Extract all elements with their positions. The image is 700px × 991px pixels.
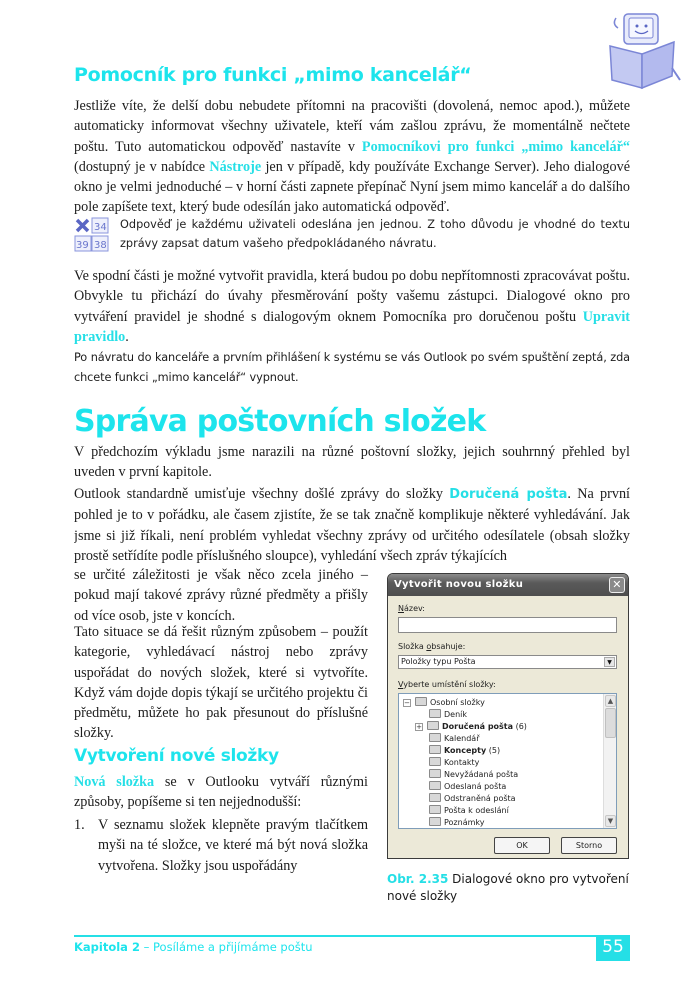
tree-item-label: Koncepty	[444, 746, 487, 755]
highlight-edit-rule: Upravit pravidlo	[74, 308, 630, 345]
tree-item-label: Kontakty	[444, 758, 480, 767]
paragraph-text: Jestliže víte, že delší dobu nebudete přítomni na pracovišti (dovolená, nemoc apod.), můžete automaticky informovat všechny uživatele, kteří vám zašlou zprávu, že momentálně nečtete poštu. Tuto automatickou odpověď nastavíte v	[74, 98, 630, 155]
outbox-icon	[429, 805, 441, 814]
paragraph-solutions: Tato situace se dá řešit různým způsobem – použít kategorie, vyhledávací nástroj nebo zprávy uspořádat do nových složek, které si vytvoříte. Když vám dojde dopis týkají se určitého projektu či předmětu, můžete ho pak přesunout do příslušné složky.	[74, 624, 368, 742]
tree-item-label: Nevyžádaná pošta	[444, 770, 519, 779]
folder-contains-select[interactable]	[398, 655, 617, 669]
tree-item-label: Poznámky	[444, 818, 485, 827]
scroll-up-icon[interactable]: ▲	[605, 695, 616, 707]
dialog-titlebar[interactable]	[388, 574, 628, 596]
dialog-title: Vytvořit novou složku	[394, 579, 524, 590]
name-label-accel: N	[398, 604, 404, 613]
paragraph-text: . Na první pohled je to v pořádku, ale časem zjistíte, že se tak značně komplikuje některé vyhledávání. Jak jsme si již říkali, není problém vyhledat všechny zprávy od určitého odesílatele (obsah složky prostě setřídíte podle příslušného sloupce), vyhledání všech zpráv týkajících	[74, 486, 630, 564]
deleted-items-icon	[429, 793, 441, 802]
tree-item-drafts[interactable]	[429, 745, 500, 757]
paragraph-rules	[74, 266, 630, 347]
location-label-accel: V	[398, 680, 404, 689]
tree-item-sent[interactable]	[429, 781, 506, 793]
chevron-down-icon[interactable]: ▼	[604, 657, 615, 667]
svg-text:34: 34	[94, 222, 107, 233]
figure-caption-text: Dialogové okno pro vytvoření nové složky	[387, 872, 629, 903]
tree-item-label: Odeslaná pošta	[444, 782, 507, 791]
paragraph-new-folder-intro	[74, 772, 368, 813]
location-label	[398, 680, 496, 689]
folder-contains-value: Položky typu Pošta	[401, 657, 476, 666]
tree-item-junk[interactable]	[429, 769, 518, 781]
section-heading-mail-folders: Správa poštovních složek	[74, 404, 486, 439]
tree-item-label: Odstraněná pošta	[444, 794, 516, 803]
contains-label	[398, 642, 465, 651]
reading-monitor-mascot-icon	[602, 8, 688, 94]
unread-count: (5)	[488, 746, 501, 755]
tree-item-label: Pošta k odeslání	[444, 806, 509, 815]
junk-mail-icon	[429, 769, 441, 778]
folder-name-input[interactable]	[398, 617, 617, 633]
list-item-number: 1.	[74, 817, 85, 833]
svg-text:38: 38	[94, 240, 107, 251]
footer-chapter-title: – Posíláme a přijímáme poštu	[139, 940, 313, 954]
paragraph-inbox-problem-cont: se určité záležitosti je však něco zcela jiného – pokud mají takové zprávy různé předměty a přišly od více osob, jste v koncích.	[74, 567, 368, 624]
paragraph-text: jen v případě, kdy používáte Exchange Server). Jeho dialogové okno je velmi jednoduché – v horní části zapnete přepínač Nyní jsem mimo kancelář a do dalšího pole zapíšete text, který bude odesílán jako automatická odpověď.	[74, 158, 630, 216]
drafts-icon	[429, 745, 441, 754]
paragraph-return-notice: Po návratu do kanceláře a prvním přihlášení k systému se vás Outlook po svém spuštění zeptá, zda chcete funkci „mimo kancelář“ vypnout.	[74, 351, 630, 384]
new-folder-dialog	[387, 573, 629, 859]
tip-text: Odpověď je každému uživateli odeslána jen jednou. Z toho důvodu je vhodné do textu zprávy zapsat datum vašeho předpokládaného návratu.	[120, 218, 630, 250]
paragraph-text: se v Outlooku vytváří různými způsoby, popíšeme si ten nejjednodušší:	[74, 774, 368, 811]
inbox-icon	[427, 721, 439, 730]
footer-chapter	[74, 940, 313, 954]
expand-icon[interactable]: +	[416, 723, 422, 731]
paragraph-text: .	[125, 328, 129, 345]
paragraph-out-of-office-intro	[74, 96, 630, 218]
tree-item-label: Kalendář	[444, 734, 480, 743]
highlight-out-of-office-assistant: Pomocníkovi pro funkci „mimo kancelář“	[361, 138, 630, 155]
folder-location-tree[interactable]	[398, 693, 617, 829]
tree-item-notes[interactable]	[429, 817, 484, 829]
tree-item-personal-folders[interactable]	[403, 697, 485, 709]
figure-number: Obr. 2.35	[387, 872, 449, 886]
paragraph-inbox-problem	[74, 484, 630, 566]
tree-item-label: Doručená pošta	[442, 722, 514, 731]
section-heading-out-of-office: Pomocník pro funkci „mimo kancelář“	[74, 64, 472, 86]
tree-item-journal[interactable]	[429, 709, 467, 721]
svg-text:39: 39	[76, 240, 89, 251]
tree-item-contacts[interactable]	[429, 757, 479, 769]
page-number: 55	[596, 935, 630, 961]
paragraph-text: (dostupný je v nabídce	[74, 158, 210, 175]
cancel-button[interactable]: Storno	[561, 837, 617, 854]
scroll-down-icon[interactable]: ▼	[605, 815, 616, 827]
tree-item-label: Osobní složky	[430, 698, 485, 707]
paragraph-folders-intro: V předchozím výkladu jsme narazili na různé poštovní složky, jejich souhrnný přehled byl uveden v první kapitole.	[74, 444, 630, 481]
highlight-tools-menu: Nástroje	[209, 158, 262, 175]
journal-icon	[429, 709, 441, 718]
highlight-inbox: Doručená pošta	[449, 487, 568, 502]
contacts-icon	[429, 757, 441, 766]
tree-item-deleted[interactable]	[429, 793, 516, 805]
personal-folders-icon	[415, 697, 427, 706]
paragraph-text: Ve spodní části je možné vytvořit pravidla, která budou po dobu nepřítomnosti zpracovávat poštu. Obvykle tu přichází do úvahy přesměrování pošty vašemu zástupci. Dialogové okno pro vytváření pravidel je shodné s dialogovým oknem Pomocníka pro doručenou poštu	[74, 268, 630, 325]
list-item-text: V seznamu složek klepněte pravým tlačítkem myši na té složce, ve které má být nová složka vytvořena. Složky jsou uspořádány	[98, 817, 368, 874]
tree-item-inbox[interactable]	[415, 721, 527, 733]
highlight-new-folder: Nová složka	[74, 774, 155, 790]
ok-button[interactable]: OK	[494, 837, 550, 854]
tree-item-label: Deník	[444, 710, 468, 719]
footer-divider	[74, 935, 630, 937]
scrollbar-thumb[interactable]	[605, 708, 616, 738]
calendar-icon	[429, 733, 441, 742]
sent-mail-icon	[429, 781, 441, 790]
collapse-icon[interactable]: −	[404, 699, 410, 707]
section-heading-new-folder: Vytvoření nové složky	[74, 746, 279, 766]
footer-chapter-number: Kapitola 2	[74, 940, 140, 954]
tree-scrollbar[interactable]	[603, 694, 616, 828]
contains-label-accel: o	[426, 642, 432, 651]
calendar-tip-icon	[74, 217, 110, 253]
figure-caption	[387, 871, 632, 905]
contains-label-text: bsahuje:	[431, 642, 466, 651]
location-label-text: yberte umístění složky:	[403, 680, 496, 689]
tree-item-calendar[interactable]	[429, 733, 480, 745]
notes-icon	[429, 817, 441, 826]
paragraph-text: Outlook standardně umisťuje všechny došlé zprávy do složky	[74, 486, 450, 502]
contains-label-text: Složka	[398, 642, 427, 651]
name-label-text: ázev:	[403, 604, 425, 613]
close-icon[interactable]: ✕	[609, 577, 625, 593]
name-label	[398, 604, 425, 613]
unread-count: (6)	[515, 722, 527, 731]
tree-item-outbox[interactable]	[429, 805, 509, 817]
